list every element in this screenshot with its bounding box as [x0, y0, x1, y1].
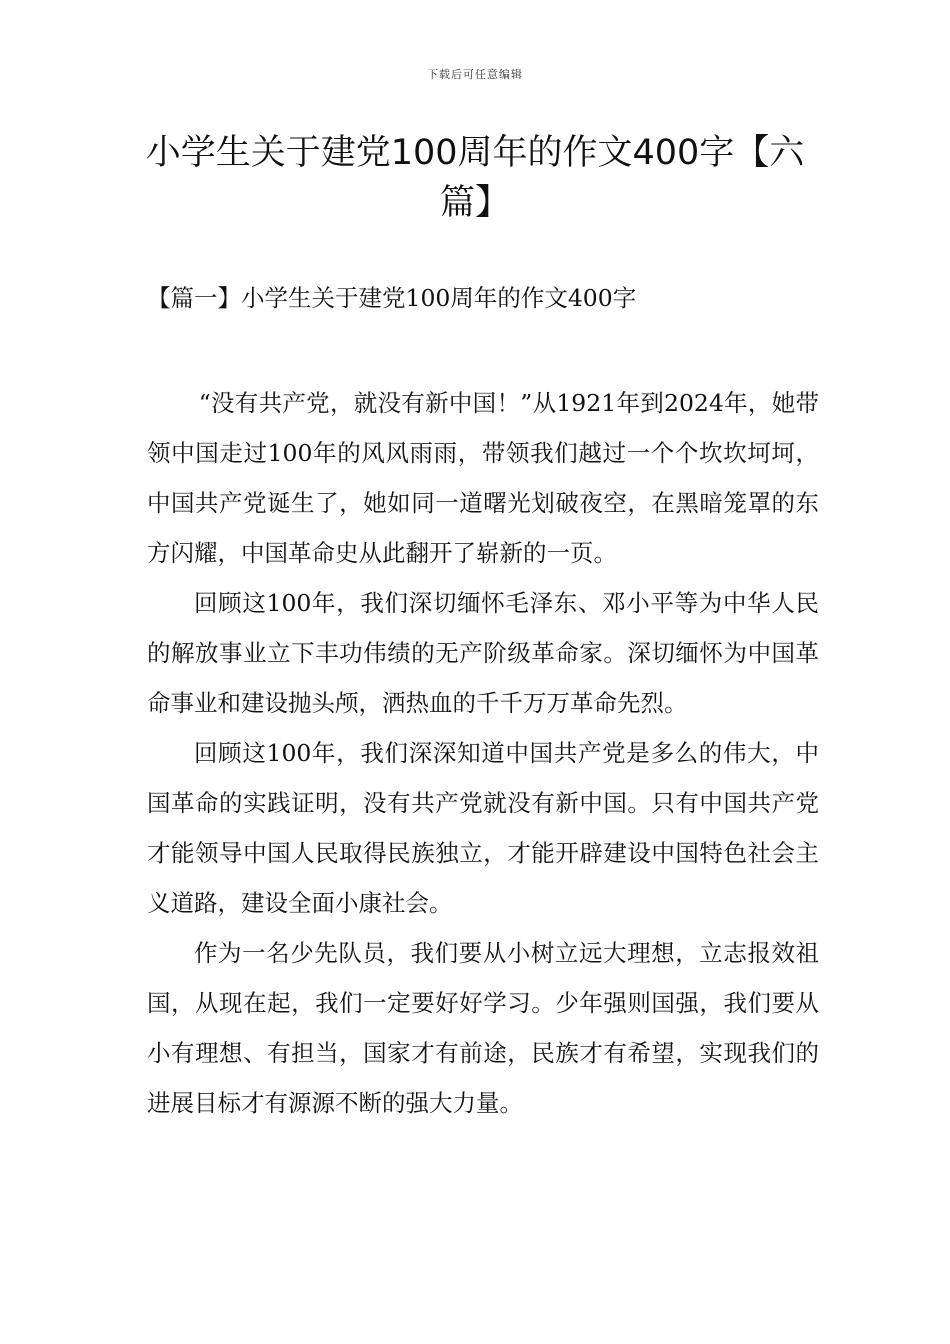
document-body	[147, 378, 819, 1128]
paragraph: 回顾这100年，我们深切缅怀毛泽东、邓小平等为中华人民的解放事业立下丰功伟绩的无产阶级革命家。深切缅怀为中国革命事业和建设抛头颅，洒热血的千千万万革命先烈。	[147, 589, 819, 717]
paragraph: 作为一名少先队员，我们要从小树立远大理想，立志报效祖国，从现在起，我们一定要好好学习。少年强则国强，我们要从小有理想、有担当，国家才有前途，民族才有希望，实现我们的进展目标才有源源不断的强大力量。	[147, 939, 819, 1117]
paragraph: 回顾这100年，我们深深知道中国共产党是多么的伟大，中国革命的实践证明，没有共产党就没有新中国。只有中国共产党才能领导中国人民取得民族独立，才能开辟建设中国特色社会主义道路，建设全面小康社会。	[147, 739, 819, 917]
document-title: 小学生关于建党100周年的作文400字【六篇】	[145, 133, 805, 223]
header-note: 下载后可任意编辑	[427, 68, 523, 81]
paragraph: “没有共产党，就没有新中国！”从1921年到2024年，她带领中国走过100年的风风雨雨，带领我们越过一个个坎坎坷坷，中国共产党诞生了，她如同一道曙光划破夜空，在黑暗笼罩的东方闪耀，中国革命史从此翻开了崭新的一页。	[147, 389, 819, 567]
section-heading: 【篇一】小学生关于建党100周年的作文400字	[147, 284, 637, 312]
